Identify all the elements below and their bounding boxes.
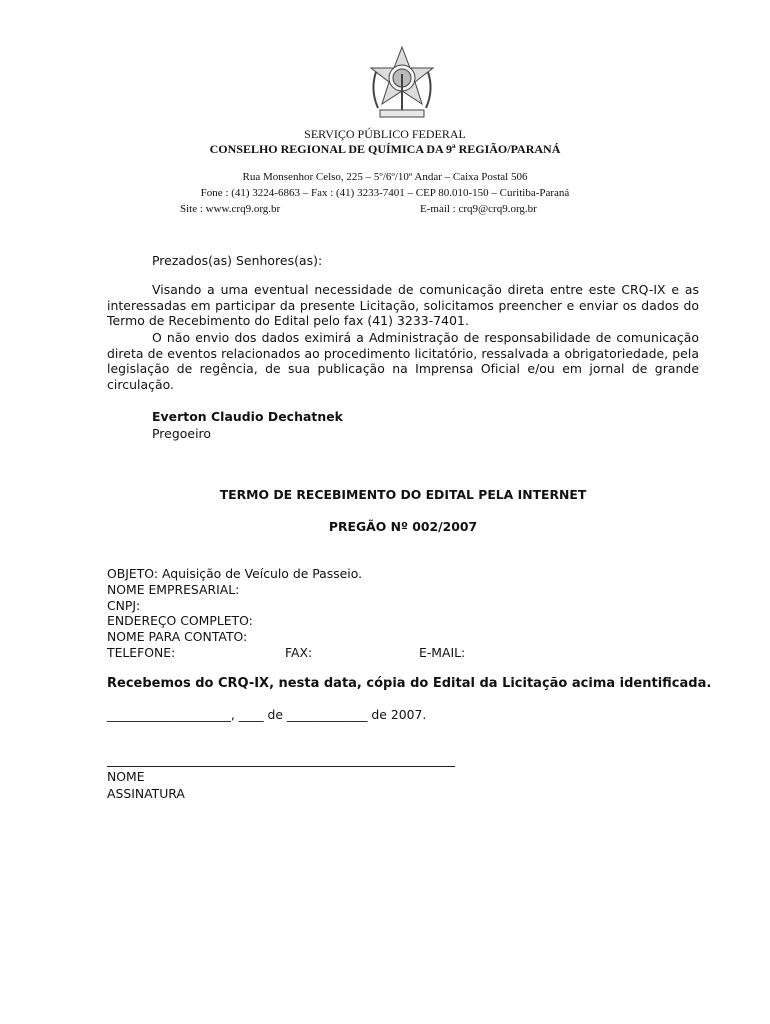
header-site: Site : www.crq9.org.br xyxy=(180,203,281,215)
header-council: CONSELHO REGIONAL DE QUÍMICA DA 9ª REGIÃO/PARANÁ xyxy=(209,142,561,156)
signature-name-label: NOME xyxy=(107,769,145,784)
signature-label: ASSINATURA xyxy=(107,786,185,801)
field-email: E-MAIL: xyxy=(419,645,466,660)
field-objeto: OBJETO: Aquisição de Veículo de Passeio. xyxy=(107,566,363,581)
header-address: Rua Monsenhor Celso, 225 – 5º/6º/10º Andar – Caixa Postal 506 xyxy=(242,171,528,183)
field-nome-empresarial: NOME EMPRESARIAL: xyxy=(107,582,240,597)
form-title: TERMO DE RECEBIMENTO DO EDITAL PELA INTERNET xyxy=(219,487,587,502)
date-line: ____________________, ____ de _____________ de 2007. xyxy=(107,707,427,722)
letter-paragraph-1 xyxy=(107,282,699,329)
field-nome-contato: NOME PARA CONTATO: xyxy=(107,629,248,644)
form-subtitle: PREGÃO Nº 002/2007 xyxy=(328,519,478,534)
header-contacts xyxy=(0,203,770,215)
field-endereco: ENDEREÇO COMPLETO: xyxy=(107,613,253,628)
paragraph-2-text: O não envio dos dados eximirá a Administração de responsabilidade de comunicação direta de eventos relacionados ao procedimento licitatório, ressalvada a obrigatoriedade, pela legislação de regência, de sua publicação na Imprensa Oficial e/ou em jornal de grande circulação. xyxy=(107,330,699,392)
header-phones: Fone : (41) 3224-6863 – Fax : (41) 3233-7401 – CEP 80.010-150 – Curitiba-Paraná xyxy=(200,187,570,199)
signer-role: Pregoeiro xyxy=(152,426,212,441)
field-fax: FAX: xyxy=(285,645,313,660)
signature-line xyxy=(107,766,455,767)
letter-paragraph-2 xyxy=(107,330,699,392)
header-service: SERVIÇO PÚBLICO FEDERAL xyxy=(304,127,466,141)
letter-greeting: Prezados(as) Senhores(as): xyxy=(152,253,323,268)
receipt-statement: Recebemos do CRQ-IX, nesta data, cópia do Edital da Licitação acima identificada. xyxy=(107,676,712,691)
coat-of-arms-emblem xyxy=(364,44,440,128)
header-email: E-mail : crq9@crq9.org.br xyxy=(420,203,537,215)
signer-name: Everton Claudio Dechatnek xyxy=(152,409,343,424)
field-telefone: TELEFONE: xyxy=(107,645,176,660)
field-cnpj: CNPJ: xyxy=(107,598,141,613)
paragraph-1-text: Visando a uma eventual necessidade de comunicação direta entre este CRQ-IX e as interessadas em participar da presente Licitação, solicitamos preencher e enviar os dados do Termo de Recebimento do Edital pelo fax (41) 3233-7401. xyxy=(107,282,699,329)
